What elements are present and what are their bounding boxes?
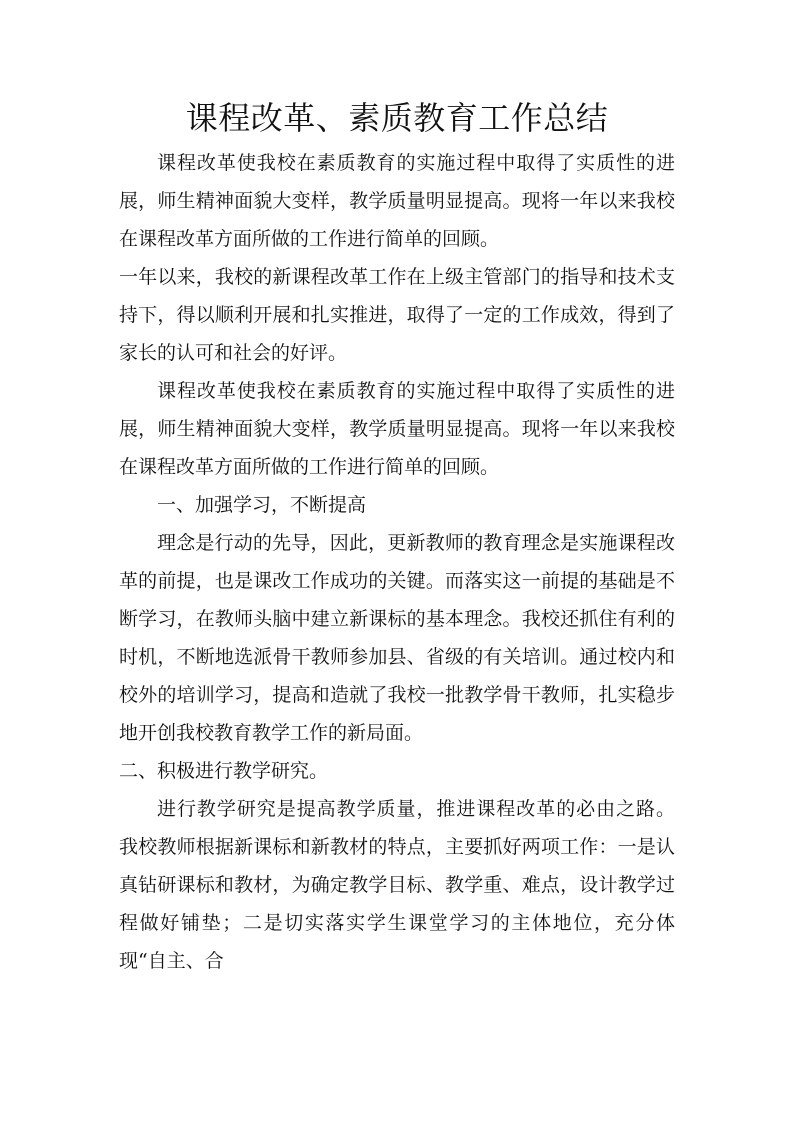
document-title: 课程改革、素质教育工作总结 — [185, 99, 609, 137]
paragraph-concept: 理念是行动的先导，因此，更新教师的教育理念是实施课程改革的前提，也是课改工作成功的关键。而落实这一前提的基础是不断学习，在教师头脑中建立新课标的基本理念。我校还抓住有利的时机，不断地选派骨干教师参加县、省级的有关培训。通过校内和校外的培训学习，提高和造就了我校一批教学骨干教师，扎实稳步地开创我校教育教学工作的新局面。 — [119, 532, 675, 744]
paragraph-teaching-research: 进行教学研究是提高教学质量，推进课程改革的必由之路。 我校教师根据新课标和新教材的特点，主要抓好两项工作：一是认真钻研课标和教材，为确定教学目标、教学重、难点，设计教学过程做好铺垫；二是切实落实学生课堂学习的主体地位，充分体现“自主、合 — [119, 798, 675, 972]
paragraph-intro: 课程改革使我校在素质教育的实施过程中取得了实质性的进展，师生精神面貌大变样，教学质量明显提高。现将一年以来我校在课程改革方面所做的工作进行简单的回顾。 — [119, 152, 675, 250]
section-heading-strengthen-learning: 一、加强学习，不断提高 — [157, 494, 367, 516]
paragraph-intro-repeat: 课程改革使我校在素质教育的实施过程中取得了实质性的进展，师生精神面貌大变样，教学质量明显提高。现将一年以来我校在课程改革方面所做的工作进行简单的回顾。 — [119, 380, 675, 478]
document-body — [119, 144, 675, 980]
section-heading-teaching-research: 二、积极进行教学研究。 — [119, 760, 329, 782]
paragraph-one-year: 一年以来，我校的新课程改革工作在上级主管部门的指导和技术支持下，得以顺利开展和扎实推进，取得了一定的工作成效，得到了家长的认可和社会的好评。 — [119, 266, 675, 364]
